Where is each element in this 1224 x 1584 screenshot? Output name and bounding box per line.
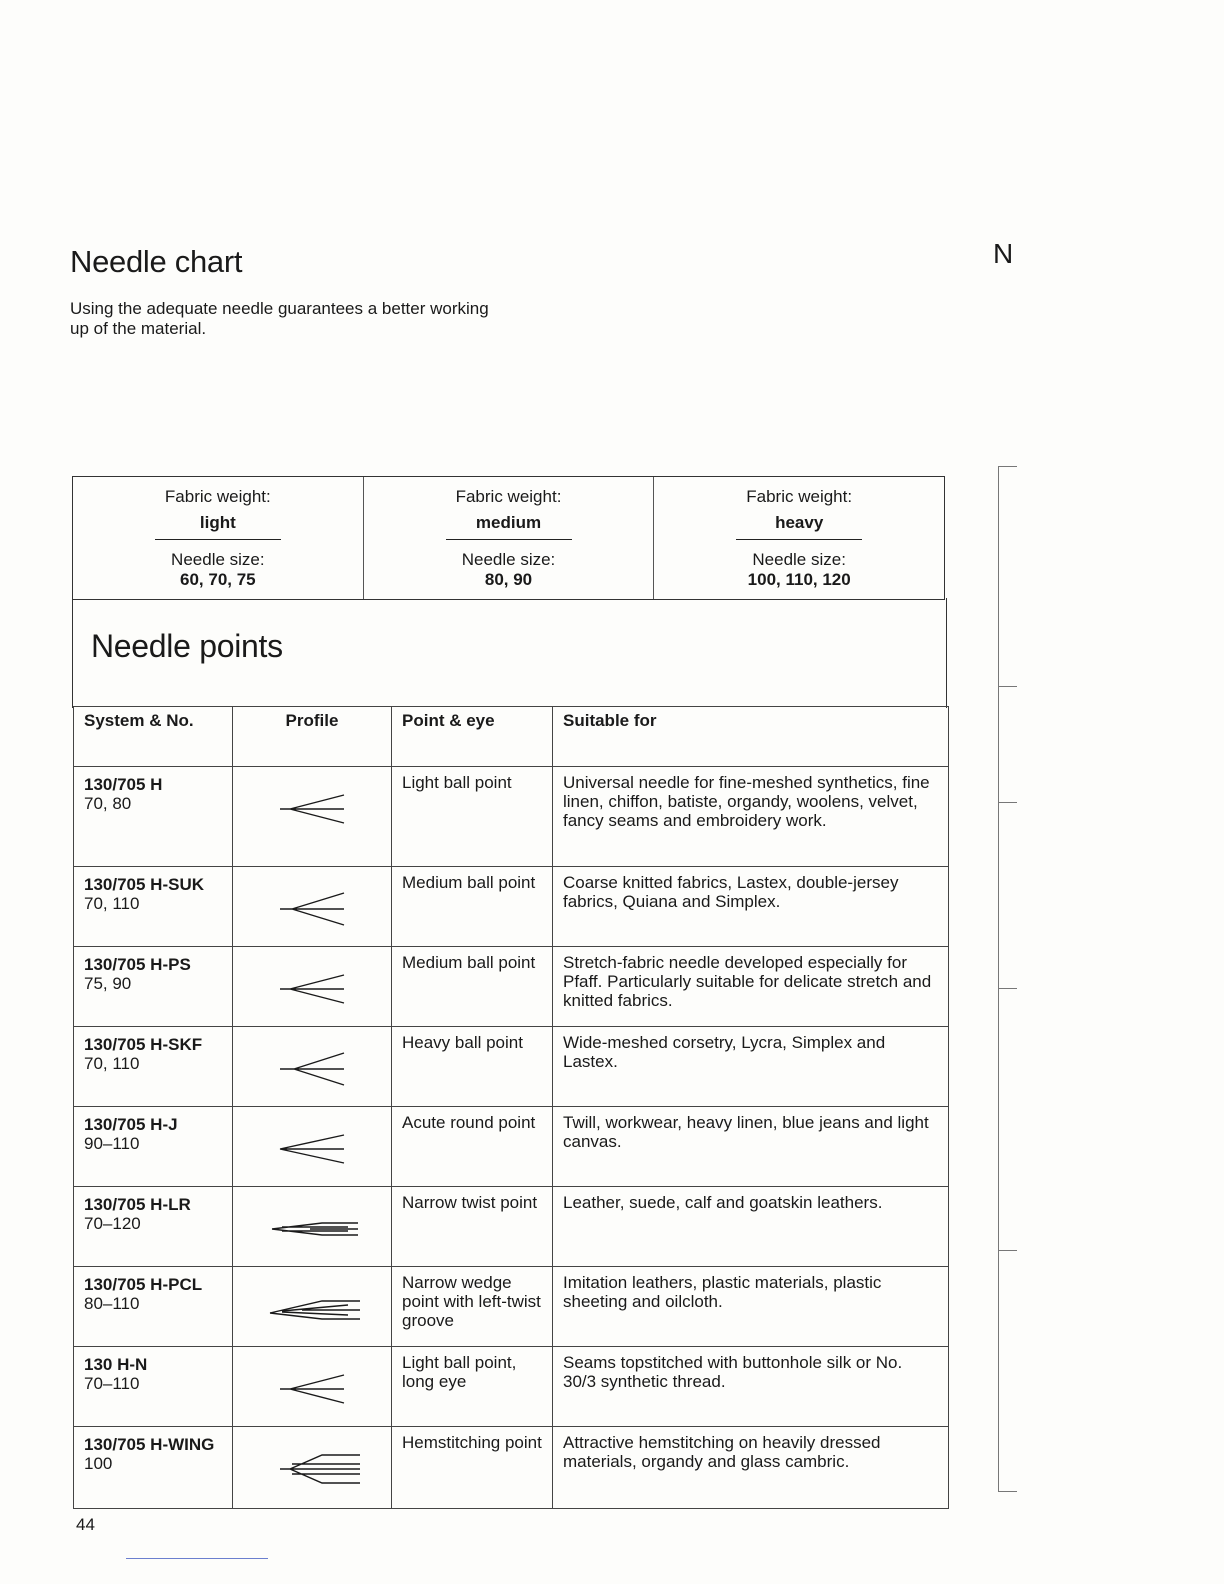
needle-size-label: Needle size: (171, 550, 265, 569)
section-heading: Needle points (91, 628, 283, 664)
system-code: 130/705 H-PS (84, 955, 191, 974)
stretch-needle-profile-icon (252, 963, 372, 1015)
profile-cell (233, 767, 392, 867)
footer-rule (126, 1558, 268, 1559)
section-letter: N (993, 238, 1014, 269)
fabric-weight-label: Fabric weight: (746, 487, 853, 506)
page-number: 44 (76, 1515, 95, 1534)
point-eye-cell: Medium ball point (392, 947, 553, 1027)
needle-size-value: 80, 90 (484, 570, 533, 589)
table-row (74, 947, 949, 1027)
needle-size-label: Needle size: (461, 550, 556, 569)
system-cell (74, 1107, 233, 1187)
needle-size-label: Needle size: (752, 550, 846, 569)
point-eye-cell: Narrow wedge point with left-twist groove (392, 1267, 553, 1347)
table-row (74, 1427, 949, 1509)
table-header-row (74, 707, 949, 767)
fabric-weight-label: Fabric weight: (455, 487, 562, 506)
needle-sizes: 90–110 (84, 1134, 140, 1153)
suitable-for-cell: Coarse knitted fabrics, Lastex, double-jersey fabrics, Quiana and Simplex. (553, 867, 949, 947)
profile-cell (233, 1267, 392, 1347)
point-eye-cell: Light ball point (392, 767, 553, 867)
suitable-for-cell: Imitation leathers, plastic materials, plastic sheeting and oilcloth. (553, 1267, 949, 1347)
needle-sizes: 75, 90 (84, 974, 132, 993)
system-cell (74, 1187, 233, 1267)
point-eye-cell: Hemstitching point (392, 1427, 553, 1509)
table-row (74, 1267, 949, 1347)
suitable-for-cell: Stretch-fabric needle developed especially for Pfaff. Particularly suitable for delicate stretch and knitted fabrics. (553, 947, 949, 1027)
needle-points-section (72, 598, 947, 708)
column-header-suitable: Suitable for (553, 707, 949, 767)
system-code: 130 H-N (84, 1355, 148, 1374)
point-eye-cell: Medium ball point (392, 867, 553, 947)
suitable-for-cell: Seams topstitched with buttonhole silk or No. 30/3 synthetic thread. (553, 1347, 949, 1427)
system-cell (74, 1347, 233, 1427)
profile-cell (233, 1187, 392, 1267)
suitable-for-cell: Universal needle for fine-meshed synthetics, fine linen, chiffon, batiste, organdy, woolens, velvet, fancy seams and embroidery work. (553, 767, 949, 867)
wing-needle-profile-icon (252, 1443, 372, 1495)
system-cell (74, 767, 233, 867)
fabric-weight-medium (363, 477, 654, 599)
divider (736, 539, 862, 540)
medium-ball-point-profile-icon (252, 883, 372, 935)
point-eye-cell: Narrow twist point (392, 1187, 553, 1267)
needle-sizes: 70–110 (84, 1374, 140, 1393)
suitable-for-cell: Wide-meshed corsetry, Lycra, Simplex and Lastex. (553, 1027, 949, 1107)
system-code: 130/705 H-LR (84, 1195, 191, 1214)
column-header-profile: Profile (233, 707, 392, 767)
long-eye-profile-icon (252, 1363, 372, 1415)
system-code: 130/705 H (84, 775, 163, 794)
needle-sizes: 70–120 (84, 1214, 141, 1233)
system-code: 130/705 H-SKF (84, 1035, 203, 1054)
narrow-twist-point-profile-icon (252, 1203, 372, 1255)
page-title: Needle chart (70, 244, 243, 279)
system-code: 130/705 H-SUK (84, 875, 205, 894)
fabric-weight-light (73, 477, 363, 599)
point-eye-cell: Heavy ball point (392, 1027, 553, 1107)
narrow-wedge-point-profile-icon (252, 1283, 372, 1335)
suitable-for-cell: Leather, suede, calf and goatskin leathers. (553, 1187, 949, 1267)
system-cell (74, 1267, 233, 1347)
system-code: 130/705 H-WING (84, 1435, 215, 1454)
system-cell (74, 1027, 233, 1107)
table-row (74, 867, 949, 947)
fabric-weight-value: medium (475, 513, 542, 532)
suitable-for-cell: Twill, workwear, heavy linen, blue jeans and light canvas. (553, 1107, 949, 1187)
column-header-point: Point & eye (392, 707, 553, 767)
profile-cell (233, 947, 392, 1027)
heavy-ball-point-profile-icon (252, 1043, 372, 1095)
table-row (74, 1347, 949, 1427)
point-eye-cell: Light ball point, long eye (392, 1347, 553, 1427)
needle-sizes: 70, 110 (84, 894, 140, 913)
system-code: 130/705 H-PCL (84, 1275, 203, 1294)
table-row (74, 1027, 949, 1107)
needle-size-value: 100, 110, 120 (747, 570, 851, 589)
fabric-weight-table (72, 476, 945, 600)
needle-sizes: 80–110 (84, 1294, 140, 1313)
intro-text: Using the adequate needle guarantees a better working up of the material. (70, 299, 489, 338)
acute-round-point-profile-icon (252, 1123, 372, 1175)
needle-sizes: 100 (84, 1454, 113, 1473)
divider (446, 539, 572, 540)
fabric-weight-value: light (199, 513, 236, 532)
point-eye-cell: Acute round point (392, 1107, 553, 1187)
needle-size-value: 60, 70, 75 (180, 570, 256, 589)
margin-bracket (998, 466, 1017, 1492)
table-row (74, 1187, 949, 1267)
profile-cell (233, 1347, 392, 1427)
needle-sizes: 70, 80 (84, 794, 132, 813)
fabric-weight-label: Fabric weight: (164, 487, 271, 506)
needle-sizes: 70, 110 (84, 1054, 140, 1073)
system-cell (74, 867, 233, 947)
fabric-weight-value: heavy (775, 513, 824, 532)
profile-cell (233, 1027, 392, 1107)
system-cell (74, 947, 233, 1027)
table-row (74, 767, 949, 867)
needle-points-table (73, 706, 949, 1509)
column-header-system: System & No. (74, 707, 233, 767)
light-ball-point-profile-icon (252, 783, 372, 835)
fabric-weight-heavy (653, 477, 944, 599)
system-cell (74, 1427, 233, 1509)
table-row (74, 1107, 949, 1187)
divider (155, 539, 281, 540)
profile-cell (233, 1427, 392, 1509)
suitable-for-cell: Attractive hemstitching on heavily dressed materials, organdy and glass cambric. (553, 1427, 949, 1509)
profile-cell (233, 1107, 392, 1187)
profile-cell (233, 867, 392, 947)
system-code: 130/705 H-J (84, 1115, 178, 1134)
